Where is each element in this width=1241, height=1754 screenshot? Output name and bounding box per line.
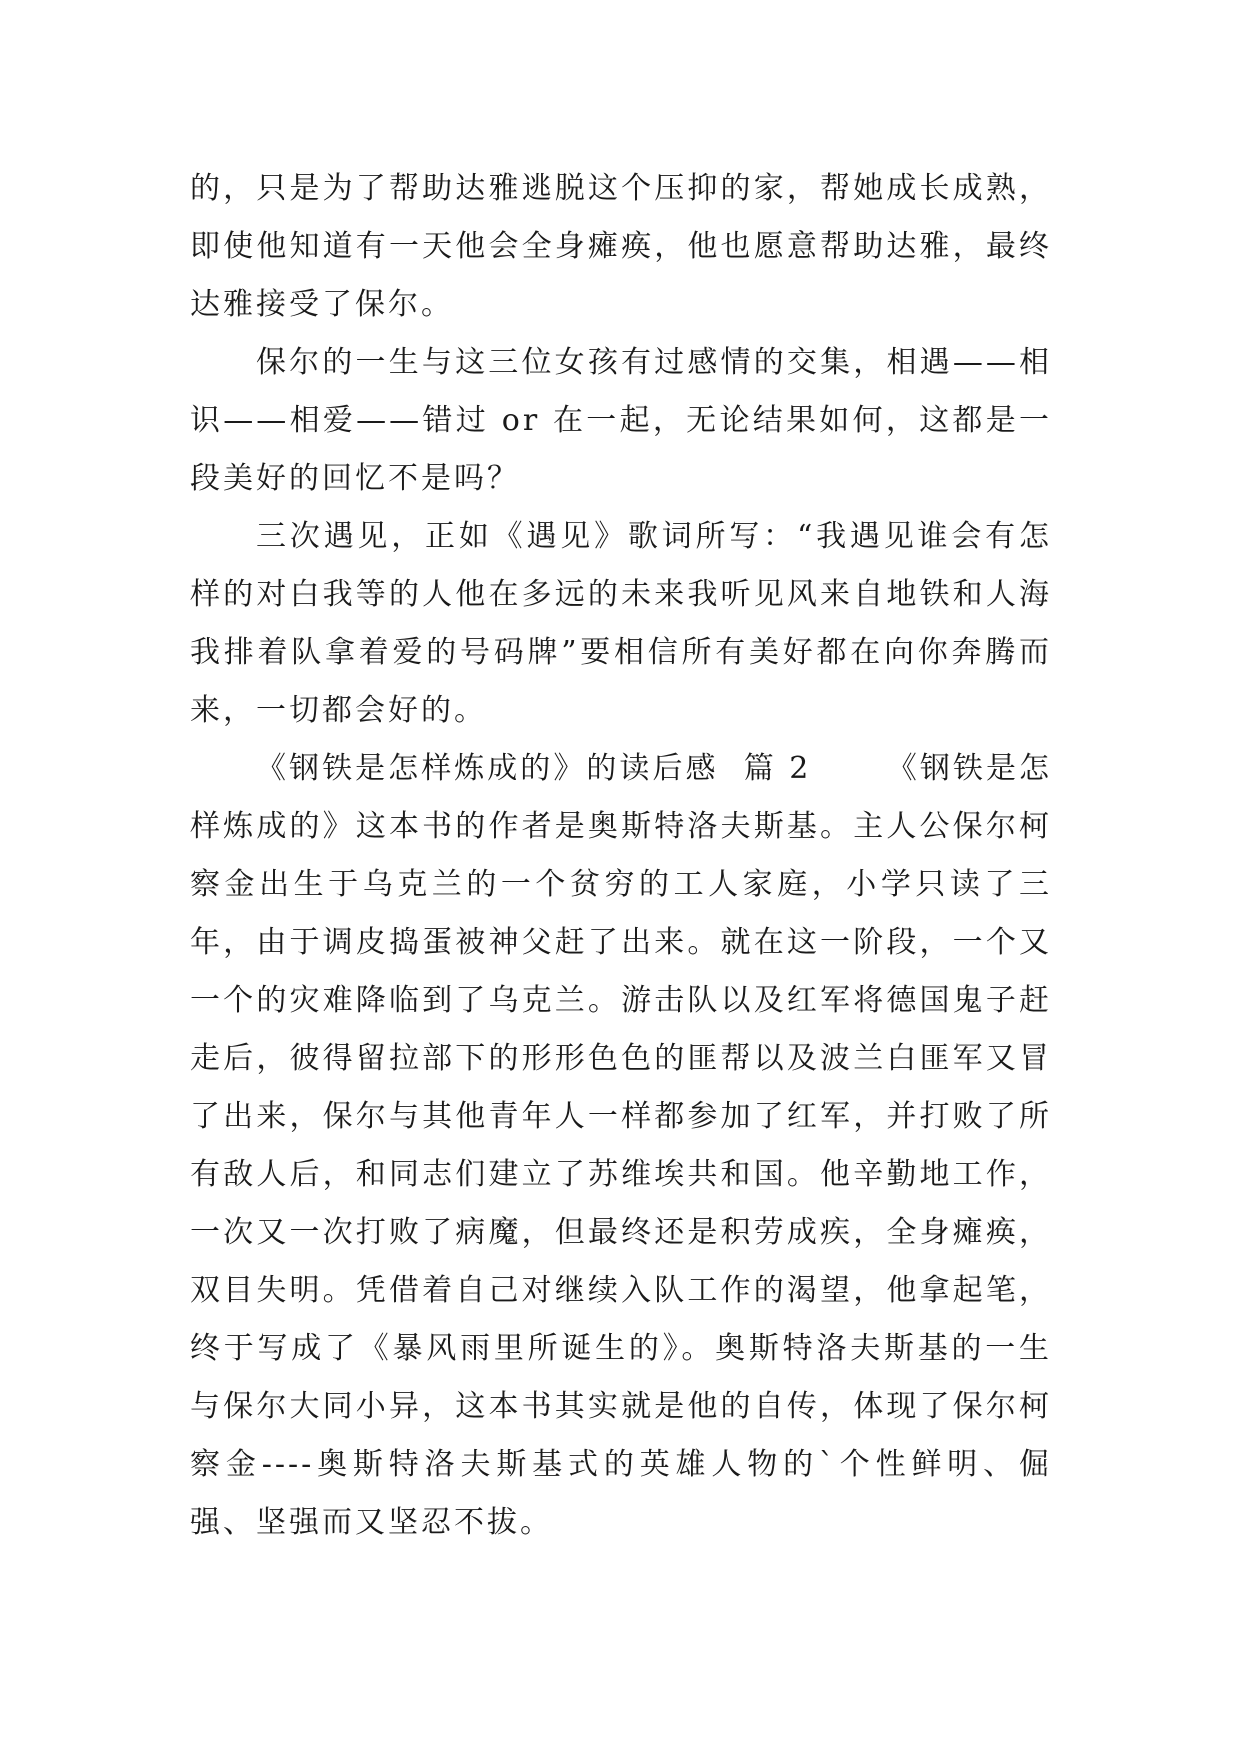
paragraph-2: 保尔的一生与这三位女孩有过感情的交集，相遇——相识——相爱——错过 or 在一起，无论结果如何，这都是一段美好的回忆不是吗？ bbox=[190, 345, 1052, 496]
paragraph-1: 的，只是为了帮助达雅逃脱这个压抑的家，帮她成长成熟，即使他知道有一天他会全身瘫痪，他也愿意帮助达雅，最终达雅接受了保尔。 bbox=[190, 171, 1052, 322]
document-body bbox=[190, 160, 1052, 1552]
paragraph-4: 《钢铁是怎样炼成的》的读后感 篇 2 《钢铁是怎样炼成的》这本书的作者是奥斯特洛夫斯基。主人公保尔柯察金出生于乌克兰的一个贫穷的工人家庭，小学只读了三年，由于调皮捣蛋被神父赶了出来。就在这一阶段，一个又一个的灾难降临到了乌克兰。游击队以及红军将德国鬼子赶走后，彼得留拉部下的形形色色的匪帮以及波兰白匪军又冒了出来，保尔与其他青年人一样都参加了红军，并打败了所有敌人后，和同志们建立了苏维埃共和国。他辛勤地工作，一次又一次打败了病魔，但最终还是积劳成疾，全身瘫痪，双目失明。凭借着自己对继续入队工作的渴望，他拿起笔，终于写成了《暴风雨里所诞生的》。奥斯特洛夫斯基的一生与保尔大同小异，这本书其实就是他的自传，体现了保尔柯察金----奥斯特洛夫斯基式的英雄人物的`个性鲜明、倔强、坚强而又坚忍不拔。 bbox=[190, 751, 1052, 1540]
paragraph-3: 三次遇见，正如《遇见》歌词所写：“我遇见谁会有怎样的对白我等的人他在多远的未来我听见风来自地铁和人海我排着队拿着爱的号码牌”要相信所有美好都在向你奔腾而来，一切都会好的。 bbox=[190, 519, 1052, 728]
